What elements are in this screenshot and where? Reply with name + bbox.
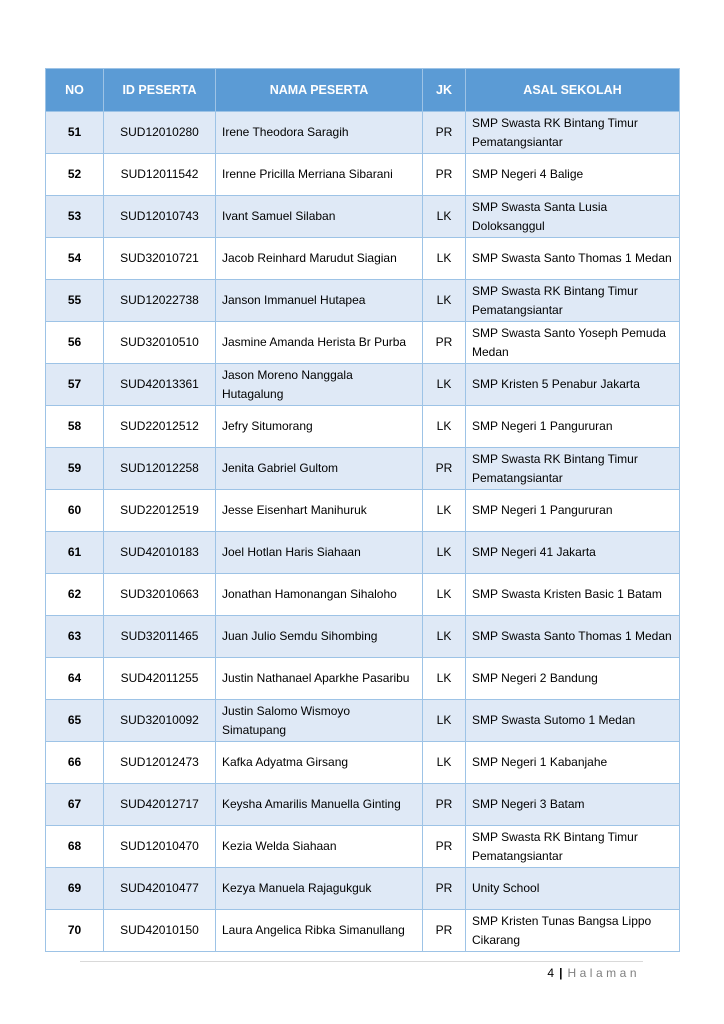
cell-no: 53 <box>46 196 104 238</box>
cell-jk: PR <box>423 784 466 826</box>
table-row <box>46 448 680 490</box>
cell-asal-sekolah: SMP Swasta Santo Thomas 1 Medan <box>466 616 680 658</box>
header-nama-peserta: NAMA PESERTA <box>216 69 423 112</box>
table-row <box>46 238 680 280</box>
footer-separator: | <box>559 966 563 980</box>
cell-no: 55 <box>46 280 104 322</box>
header-no: NO <box>46 69 104 112</box>
cell-id-peserta: SUD12010470 <box>104 826 216 868</box>
table-row <box>46 910 680 952</box>
cell-id-peserta: SUD12022738 <box>104 280 216 322</box>
cell-id-peserta: SUD42010183 <box>104 532 216 574</box>
page-word: Halaman <box>567 966 640 980</box>
cell-id-peserta: SUD42013361 <box>104 364 216 406</box>
cell-asal-sekolah: SMP Swasta Santa Lusia Doloksanggul <box>466 196 680 238</box>
cell-jk: PR <box>423 322 466 364</box>
cell-jk: PR <box>423 826 466 868</box>
cell-asal-sekolah: SMP Negeri 2 Bandung <box>466 658 680 700</box>
cell-asal-sekolah: SMP Swasta RK Bintang Timur Pematangsiantar <box>466 280 680 322</box>
cell-id-peserta: SUD32010721 <box>104 238 216 280</box>
table-row <box>46 532 680 574</box>
table-body <box>46 112 680 952</box>
table-header-row <box>46 69 680 112</box>
cell-jk: PR <box>423 910 466 952</box>
cell-asal-sekolah: SMP Swasta RK Bintang Timur Pematangsiantar <box>466 826 680 868</box>
cell-asal-sekolah: SMP Kristen 5 Penabur Jakarta <box>466 364 680 406</box>
cell-asal-sekolah: SMP Negeri 1 Pangururan <box>466 490 680 532</box>
cell-no: 54 <box>46 238 104 280</box>
cell-jk: LK <box>423 742 466 784</box>
table-row <box>46 784 680 826</box>
cell-asal-sekolah: SMP Negeri 41 Jakarta <box>466 532 680 574</box>
cell-jk: PR <box>423 868 466 910</box>
cell-asal-sekolah: SMP Swasta Sutomo 1 Medan <box>466 700 680 742</box>
cell-no: 57 <box>46 364 104 406</box>
cell-nama-peserta: Kafka Adyatma Girsang <box>216 742 423 784</box>
cell-id-peserta: SUD42012717 <box>104 784 216 826</box>
table-row <box>46 196 680 238</box>
cell-nama-peserta: Laura Angelica Ribka Simanullang <box>216 910 423 952</box>
cell-nama-peserta: Joel Hotlan Haris Siahaan <box>216 532 423 574</box>
table-row <box>46 112 680 154</box>
cell-no: 63 <box>46 616 104 658</box>
cell-asal-sekolah: SMP Swasta Santo Thomas 1 Medan <box>466 238 680 280</box>
cell-no: 69 <box>46 868 104 910</box>
cell-nama-peserta: Janson Immanuel Hutapea <box>216 280 423 322</box>
cell-jk: LK <box>423 574 466 616</box>
cell-nama-peserta: Ivant Samuel Silaban <box>216 196 423 238</box>
cell-no: 67 <box>46 784 104 826</box>
participant-table-container <box>45 68 679 952</box>
cell-id-peserta: SUD32010663 <box>104 574 216 616</box>
footer-divider <box>80 961 643 962</box>
cell-jk: LK <box>423 406 466 448</box>
cell-asal-sekolah: Unity School <box>466 868 680 910</box>
cell-id-peserta: SUD22012512 <box>104 406 216 448</box>
header-jk: JK <box>423 69 466 112</box>
cell-nama-peserta: Jason Moreno Nanggala Hutagalung <box>216 364 423 406</box>
page-number: 4 <box>547 966 555 980</box>
table-row <box>46 154 680 196</box>
cell-jk: LK <box>423 658 466 700</box>
cell-id-peserta: SUD32010510 <box>104 322 216 364</box>
cell-nama-peserta: Keysha Amarilis Manuella Ginting <box>216 784 423 826</box>
cell-jk: LK <box>423 238 466 280</box>
table-row <box>46 364 680 406</box>
cell-asal-sekolah: SMP Negeri 1 Kabanjahe <box>466 742 680 784</box>
table-row <box>46 616 680 658</box>
cell-id-peserta: SUD42010150 <box>104 910 216 952</box>
cell-id-peserta: SUD12012473 <box>104 742 216 784</box>
header-asal-sekolah: ASAL SEKOLAH <box>466 69 680 112</box>
cell-jk: LK <box>423 616 466 658</box>
cell-nama-peserta: Kezya Manuela Rajagukguk <box>216 868 423 910</box>
cell-nama-peserta: Jefry Situmorang <box>216 406 423 448</box>
cell-asal-sekolah: SMP Swasta Kristen Basic 1 Batam <box>466 574 680 616</box>
cell-no: 51 <box>46 112 104 154</box>
cell-nama-peserta: Kezia Welda Siahaan <box>216 826 423 868</box>
cell-id-peserta: SUD42011255 <box>104 658 216 700</box>
cell-nama-peserta: Jacob Reinhard Marudut Siagian <box>216 238 423 280</box>
table-row <box>46 868 680 910</box>
cell-jk: PR <box>423 154 466 196</box>
cell-id-peserta: SUD42010477 <box>104 868 216 910</box>
table-row <box>46 490 680 532</box>
cell-jk: PR <box>423 448 466 490</box>
cell-asal-sekolah: SMP Swasta RK Bintang Timur Pematangsiantar <box>466 112 680 154</box>
table-row <box>46 322 680 364</box>
cell-jk: LK <box>423 490 466 532</box>
cell-jk: LK <box>423 280 466 322</box>
cell-no: 65 <box>46 700 104 742</box>
table-row <box>46 574 680 616</box>
cell-asal-sekolah: SMP Negeri 3 Batam <box>466 784 680 826</box>
cell-no: 60 <box>46 490 104 532</box>
cell-asal-sekolah: SMP Negeri 1 Pangururan <box>466 406 680 448</box>
cell-id-peserta: SUD12010280 <box>104 112 216 154</box>
cell-jk: PR <box>423 112 466 154</box>
cell-jk: LK <box>423 532 466 574</box>
cell-asal-sekolah: SMP Swasta RK Bintang Timur Pematangsiantar <box>466 448 680 490</box>
cell-no: 66 <box>46 742 104 784</box>
cell-no: 52 <box>46 154 104 196</box>
cell-nama-peserta: Irenne Pricilla Merriana Sibarani <box>216 154 423 196</box>
cell-nama-peserta: Jasmine Amanda Herista Br Purba <box>216 322 423 364</box>
participant-table <box>45 68 680 952</box>
cell-nama-peserta: Jonathan Hamonangan Sihaloho <box>216 574 423 616</box>
header-id-peserta: ID PESERTA <box>104 69 216 112</box>
cell-jk: LK <box>423 364 466 406</box>
cell-nama-peserta: Justin Salomo Wismoyo Simatupang <box>216 700 423 742</box>
cell-id-peserta: SUD32010092 <box>104 700 216 742</box>
table-row <box>46 826 680 868</box>
cell-no: 59 <box>46 448 104 490</box>
cell-nama-peserta: Juan Julio Semdu Sihombing <box>216 616 423 658</box>
table-row <box>46 742 680 784</box>
cell-jk: LK <box>423 700 466 742</box>
cell-nama-peserta: Jenita Gabriel Gultom <box>216 448 423 490</box>
cell-jk: LK <box>423 196 466 238</box>
cell-id-peserta: SUD12010743 <box>104 196 216 238</box>
cell-nama-peserta: Jesse Eisenhart Manihuruk <box>216 490 423 532</box>
cell-no: 70 <box>46 910 104 952</box>
cell-nama-peserta: Justin Nathanael Aparkhe Pasaribu <box>216 658 423 700</box>
page-footer <box>547 966 640 980</box>
cell-no: 68 <box>46 826 104 868</box>
cell-no: 62 <box>46 574 104 616</box>
cell-id-peserta: SUD12011542 <box>104 154 216 196</box>
cell-nama-peserta: Irene Theodora Saragih <box>216 112 423 154</box>
table-row <box>46 700 680 742</box>
cell-asal-sekolah: SMP Swasta Santo Yoseph Pemuda Medan <box>466 322 680 364</box>
cell-asal-sekolah: SMP Negeri 4 Balige <box>466 154 680 196</box>
table-row <box>46 280 680 322</box>
cell-no: 56 <box>46 322 104 364</box>
table-row <box>46 406 680 448</box>
cell-id-peserta: SUD22012519 <box>104 490 216 532</box>
cell-no: 58 <box>46 406 104 448</box>
cell-id-peserta: SUD12012258 <box>104 448 216 490</box>
cell-no: 64 <box>46 658 104 700</box>
table-row <box>46 658 680 700</box>
cell-no: 61 <box>46 532 104 574</box>
cell-asal-sekolah: SMP Kristen Tunas Bangsa Lippo Cikarang <box>466 910 680 952</box>
cell-id-peserta: SUD32011465 <box>104 616 216 658</box>
